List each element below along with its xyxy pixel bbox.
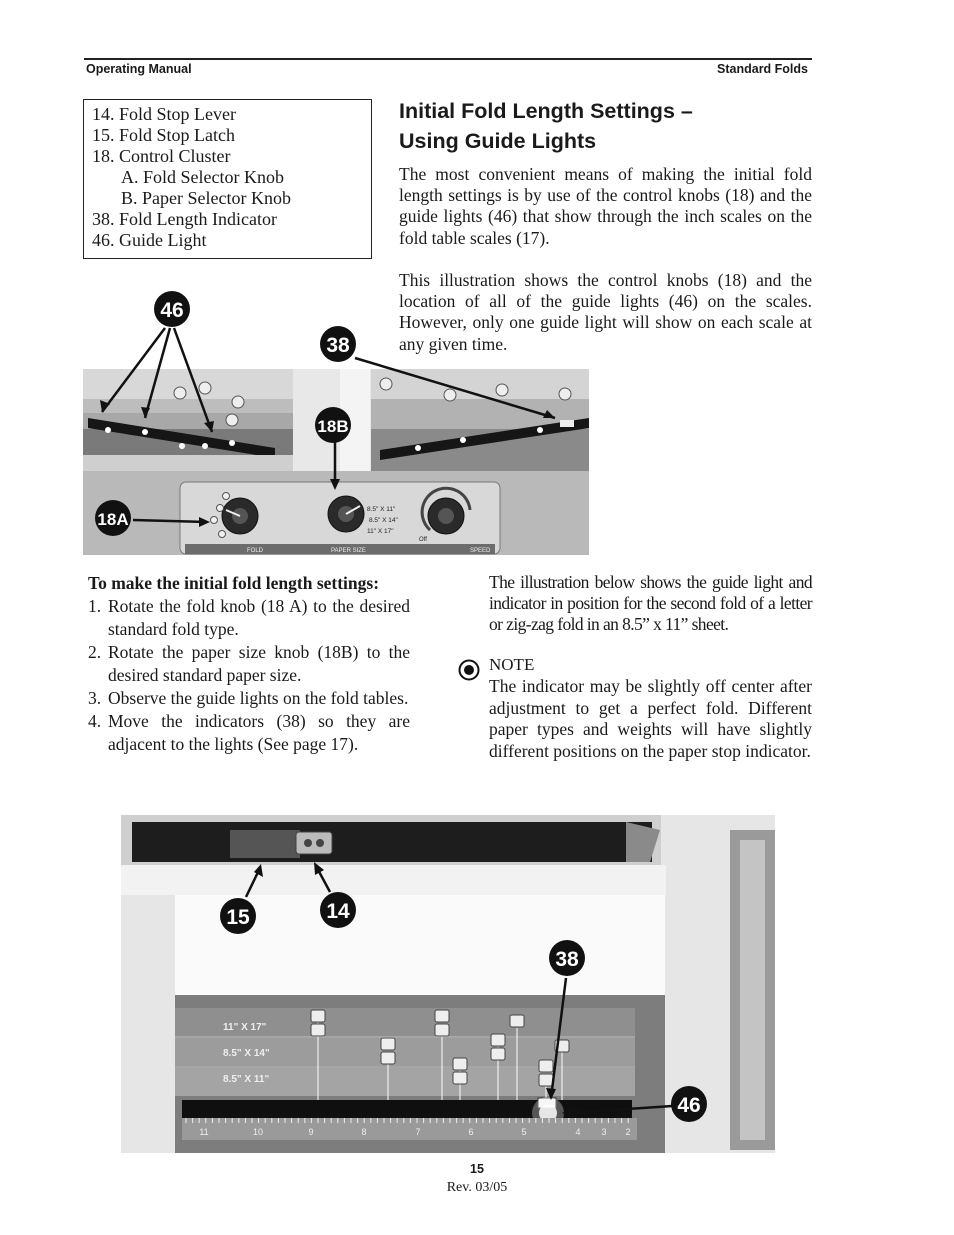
callout-15-label: 15: [226, 906, 250, 929]
ruler-tick-label: 11: [199, 1127, 209, 1137]
legend-item: 14. Fold Stop Lever: [92, 104, 236, 124]
fold-stop-latch: [230, 830, 300, 858]
speed-off-label: Off: [419, 537, 427, 543]
ruler-tick-label: 2: [625, 1127, 631, 1137]
fold-stop-lever: [296, 832, 332, 854]
callout-38-label: 38: [555, 948, 579, 971]
list-item: 4. Move the indicators (38) so they are adjacent to the lights (See page 17).: [88, 711, 410, 754]
legend-item: 18. Control Cluster: [92, 146, 231, 166]
callout-18b-label: 18B: [317, 417, 349, 436]
legend-item: 15. Fold Stop Latch: [92, 125, 235, 145]
callout-46-label: 46: [160, 299, 184, 322]
list-item: 1. Rotate the fold knob (18 A) to the desired standard fold type.: [88, 596, 410, 639]
revision-label: Rev. 03/05: [446, 1180, 508, 1195]
header-manual-title: Operating Manual: [86, 62, 192, 76]
ruler-tick-label: 4: [575, 1127, 581, 1137]
section-title-line1: Initial Fold Length Settings –: [399, 99, 693, 123]
list-item: 2. Rotate the paper size knob (18B) to the desired standard paper size.: [88, 642, 410, 685]
note-label: NOTE: [489, 655, 535, 674]
fold-length-slot: [182, 1100, 632, 1118]
intro-paragraph: The most convenient means of making the initial fold length settings is by use of the control knobs (18) and the guide lights (46) that show through the inch scales on the fold table scales (17).: [399, 164, 812, 248]
scale-row-label: 8.5" X 11": [223, 1074, 270, 1085]
legend-item: 46. Guide Light: [92, 230, 207, 250]
paper-size-label: PAPER SIZE: [331, 548, 366, 554]
ruler-tick-label: 3: [601, 1127, 607, 1137]
steps-heading: To make the initial fold length settings:: [88, 573, 380, 593]
illustration-paragraph: This illustration shows the control knobs (18) and the location of all of the guide lights (46) on the scales. However, only one guide light will show on each scale at any given time.: [399, 270, 812, 354]
legend-item: 38. Fold Length Indicator: [92, 209, 277, 229]
page-number: 15: [470, 1162, 484, 1176]
note-text: The indicator may be slightly off center after adjustment to get a perfect fold. Different paper types and weights will have slightly different positions on the paper stop indicator.: [489, 676, 812, 761]
legend-item: A. Fold Selector Knob: [121, 167, 284, 187]
paper-size-option-1: 8.5" X 11": [367, 506, 396, 513]
fold-stop-rail: [132, 822, 652, 862]
callout-14-label: 14: [326, 900, 350, 923]
illustration-description: The illustration below shows the guide light and indicator in position for the second fold of a letter or zig-zag fold in an 8.5” x 11” sheet.: [489, 572, 812, 634]
paper-size-option-3: 11" X 17": [367, 528, 394, 535]
ruler-tick-label: 8: [361, 1127, 367, 1137]
paper-size-option-2: 8.5" X 14": [369, 517, 398, 524]
scale-row-label: 8.5" X 14": [223, 1048, 270, 1059]
ruler-tick-label: 5: [521, 1127, 527, 1137]
ruler-tick-label: 7: [415, 1127, 421, 1137]
callout-46-label: 46: [677, 1094, 701, 1117]
section-title-line2: Using Guide Lights: [399, 129, 597, 153]
ruler-tick-label: 6: [468, 1127, 474, 1137]
ruler-tick-label: 9: [308, 1127, 314, 1137]
ruler-tick-label: 10: [252, 1127, 264, 1137]
legend-item: B. Paper Selector Knob: [121, 188, 291, 208]
speed-label: SPEED: [470, 548, 491, 554]
fold-label: FOLD: [247, 548, 264, 554]
callout-38-label: 38: [326, 334, 350, 357]
callout-18a-label: 18A: [97, 510, 129, 529]
scale-row-label: 11" X 17": [223, 1022, 267, 1033]
header-section-title: Standard Folds: [717, 62, 808, 76]
list-item: 3. Observe the guide lights on the fold tables.: [88, 688, 409, 708]
